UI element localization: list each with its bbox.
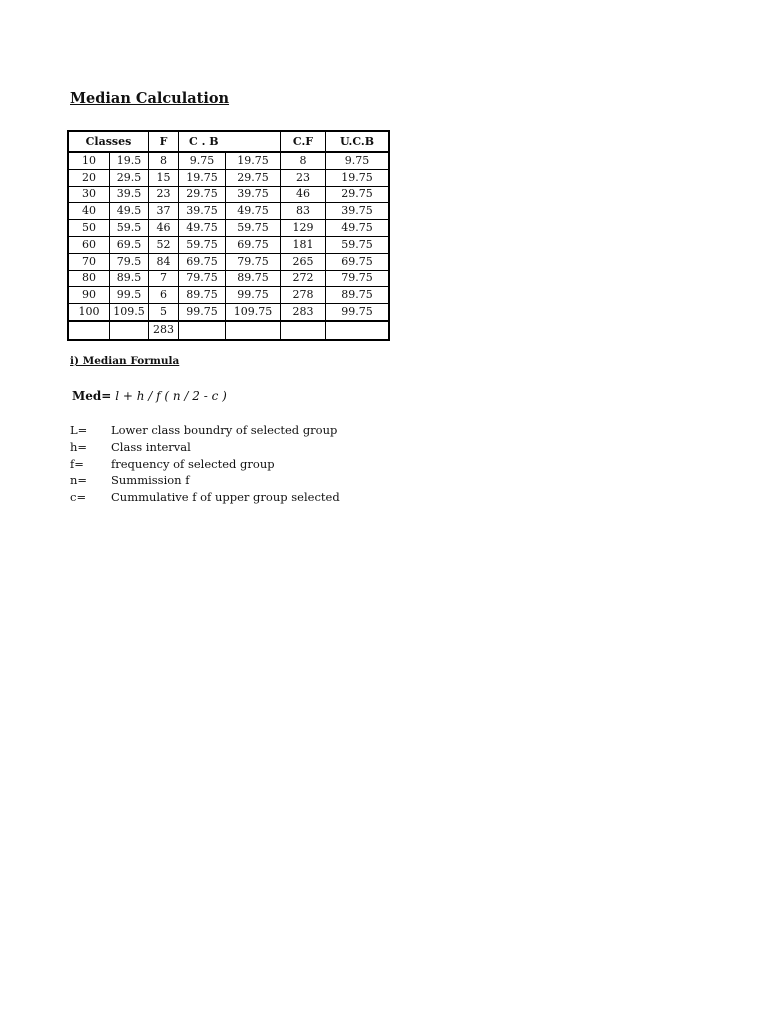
table-cell: 70 (68, 253, 110, 270)
table-cell: 79.75 (326, 270, 390, 287)
table-cell: 8 (149, 152, 179, 169)
table-cell (281, 321, 326, 340)
table-cell: 19.75 (326, 169, 390, 186)
definitions-list (70, 423, 340, 507)
table-cell (68, 321, 110, 340)
table-total-row (68, 321, 389, 340)
header-ucb: U.C.B (326, 131, 390, 152)
table-cell: 37 (149, 203, 179, 220)
definition-text: Lower class boundry of selected group (111, 423, 338, 437)
table-row (68, 169, 389, 186)
section-heading: i) Median Formula (70, 355, 180, 367)
definition-text: Class interval (111, 439, 191, 454)
table-cell: 69.5 (110, 236, 149, 253)
table-cell (226, 321, 281, 340)
table-cell: 29.75 (226, 169, 281, 186)
definition-text: Cummulative f of upper group selected (111, 490, 340, 505)
definition-item (70, 440, 340, 457)
table-cell: 49.75 (326, 220, 390, 237)
page-title: Median Calculation (70, 90, 230, 107)
table-cell: 8 (281, 152, 326, 169)
table-cell: 46 (281, 186, 326, 203)
table-cell: 19.75 (226, 152, 281, 169)
table-cell: 29.75 (179, 186, 226, 203)
table-cell: 49.75 (226, 203, 281, 220)
formula-label: Med= (72, 389, 112, 403)
definition-key: n= (70, 473, 88, 488)
header-f: F (149, 131, 179, 152)
table-cell: 39.75 (326, 203, 390, 220)
definition-item (70, 457, 340, 474)
table-row (68, 220, 389, 237)
definition-item (70, 490, 340, 507)
table-cell: 99.5 (110, 287, 149, 304)
median-formula (72, 389, 227, 403)
table-cell: 39.75 (226, 186, 281, 203)
definition-key: f= (70, 456, 84, 471)
definition-item (70, 473, 340, 490)
table-cell: 89.75 (226, 270, 281, 287)
table-cell: 49.75 (179, 220, 226, 237)
table-cell: 7 (149, 270, 179, 287)
table-row (68, 152, 389, 169)
table-cell: 6 (149, 287, 179, 304)
table-cell: 23 (281, 169, 326, 186)
table-cell: 181 (281, 236, 326, 253)
table-cell: 23 (149, 186, 179, 203)
table-cell: 109.75 (226, 304, 281, 321)
table-cell: 278 (281, 287, 326, 304)
table-cell: 29.5 (110, 169, 149, 186)
table-cell: 46 (149, 220, 179, 237)
table-cell: 30 (68, 186, 110, 203)
table-cell: 89.5 (110, 270, 149, 287)
table-row (68, 270, 389, 287)
table-cell: 15 (149, 169, 179, 186)
table-cell: 9.75 (179, 152, 226, 169)
total-f-cell: 283 (149, 321, 179, 340)
definition-text: Summission f (111, 473, 190, 488)
table-cell: 79.75 (226, 253, 281, 270)
table-row (68, 304, 389, 321)
table-cell: 52 (149, 236, 179, 253)
table-cell: 99.75 (179, 304, 226, 321)
table-header-row (68, 131, 389, 152)
table-row (68, 186, 389, 203)
table-cell: 99.75 (326, 304, 390, 321)
table-cell: 283 (281, 304, 326, 321)
table-cell: 40 (68, 203, 110, 220)
table-cell: 19.75 (179, 169, 226, 186)
table-cell: 20 (68, 169, 110, 186)
table-cell: 99.75 (226, 287, 281, 304)
table-row (68, 203, 389, 220)
table-cell (326, 321, 390, 340)
definition-key: L= (70, 423, 88, 437)
table-cell: 60 (68, 236, 110, 253)
header-cf: C.F (281, 131, 326, 152)
table-cell: 69.75 (179, 253, 226, 270)
definition-key: h= (70, 439, 88, 454)
median-table (67, 130, 390, 341)
table-cell (179, 321, 226, 340)
table-cell: 59.5 (110, 220, 149, 237)
definition-text: frequency of selected group (111, 456, 275, 471)
table-row (68, 253, 389, 270)
table-cell: 83 (281, 203, 326, 220)
table-cell: 89.75 (179, 287, 226, 304)
table-cell: 69.75 (326, 253, 390, 270)
table-cell: 39.5 (110, 186, 149, 203)
table-cell: 100 (68, 304, 110, 321)
formula-expression: l + h / f ( n / 2 - c ) (115, 389, 227, 403)
table-cell: 59.75 (226, 220, 281, 237)
header-cb: C . B (179, 131, 281, 152)
table-cell: 29.75 (326, 186, 390, 203)
table-cell: 272 (281, 270, 326, 287)
table-cell: 79.75 (179, 270, 226, 287)
table-cell: 50 (68, 220, 110, 237)
table-cell: 265 (281, 253, 326, 270)
definition-item (70, 423, 340, 440)
definition-key: c= (70, 490, 87, 505)
table-cell: 5 (149, 304, 179, 321)
table-cell: 59.75 (326, 236, 390, 253)
table-cell: 89.75 (326, 287, 390, 304)
table-cell: 39.75 (179, 203, 226, 220)
table-cell (110, 321, 149, 340)
table-cell: 19.5 (110, 152, 149, 169)
table-cell: 109.5 (110, 304, 149, 321)
table-cell: 10 (68, 152, 110, 169)
table-cell: 59.75 (179, 236, 226, 253)
table-cell: 9.75 (326, 152, 390, 169)
table-cell: 90 (68, 287, 110, 304)
table-row (68, 287, 389, 304)
table-row (68, 236, 389, 253)
table-cell: 79.5 (110, 253, 149, 270)
table-cell: 69.75 (226, 236, 281, 253)
table-cell: 84 (149, 253, 179, 270)
table-cell: 80 (68, 270, 110, 287)
header-classes: Classes (68, 131, 149, 152)
table-cell: 49.5 (110, 203, 149, 220)
table-cell: 129 (281, 220, 326, 237)
table-body (68, 152, 389, 340)
